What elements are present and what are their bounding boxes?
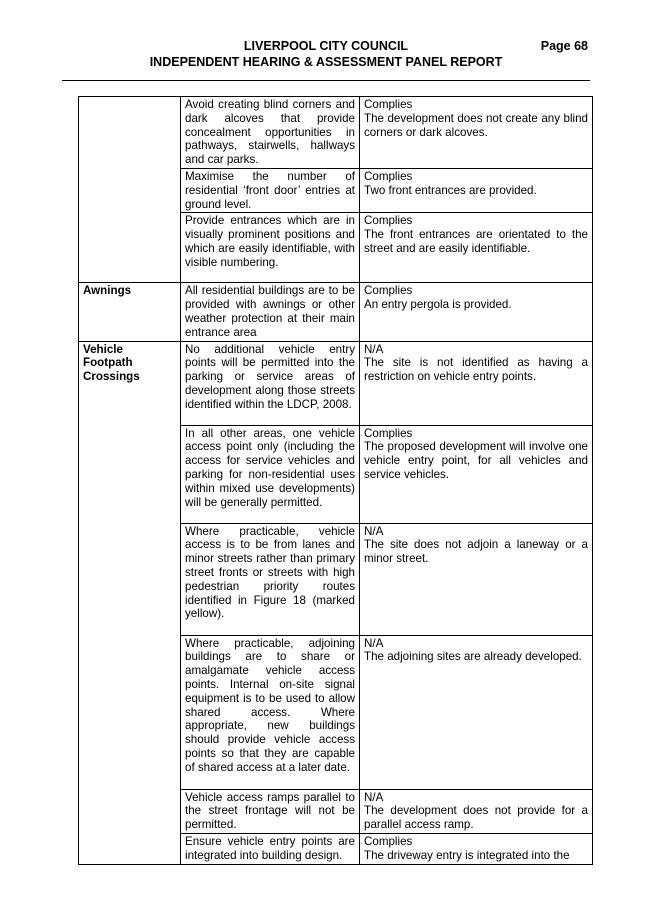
document-title: LIVERPOOL CITY COUNCIL bbox=[243, 39, 409, 53]
comment-text: The driveway entry is integrated into the bbox=[364, 848, 570, 862]
comment-cell bbox=[360, 425, 593, 523]
comment-cell bbox=[360, 341, 593, 425]
document-subtitle: INDEPENDENT HEARING & ASSESSMENT PANEL REPORT bbox=[149, 55, 503, 69]
control-cell: Maximise the number of residential ‘front door’ entries at ground level. bbox=[181, 168, 360, 212]
header-rule bbox=[62, 80, 590, 81]
category-cell bbox=[79, 635, 181, 789]
control-cell: Provide entrances which are in visually prominent positions and which are easily identifiable, with visible numbering. bbox=[181, 213, 360, 283]
page-number: Page 68 bbox=[540, 39, 588, 53]
table-row bbox=[79, 425, 593, 523]
status-text: Complies bbox=[364, 169, 413, 183]
category-label: Vehicle Footpath Crossings bbox=[83, 342, 140, 384]
control-cell: All residential buildings are to be provided with awnings or other weather protection at their main entrance area bbox=[181, 283, 360, 341]
compliance-table bbox=[78, 96, 593, 865]
comment-text: The adjoining sites are already developed. bbox=[364, 650, 582, 664]
control-cell: No additional vehicle entry points will be permitted into the parking or service areas of development along those streets identified within the LDCP, 2008. bbox=[181, 341, 360, 425]
comment-text: The development does not provide for a parallel access ramp. bbox=[364, 804, 588, 832]
comment-cell bbox=[360, 97, 593, 169]
comment-text: Two front entrances are provided. bbox=[364, 183, 537, 197]
comment-text: The front entrances are orientated to the street and are easily identifiable. bbox=[364, 228, 588, 255]
comment-cell bbox=[360, 283, 593, 341]
category-cell bbox=[79, 168, 181, 212]
table-row bbox=[79, 523, 593, 635]
table-row bbox=[79, 635, 593, 789]
status-text: Complies bbox=[364, 214, 413, 228]
comment-text: The site does not adjoin a laneway or a minor street. bbox=[364, 538, 588, 566]
control-cell: Vehicle access ramps parallel to the street frontage will not be permitted. bbox=[181, 789, 360, 833]
status-text: Complies bbox=[364, 98, 413, 111]
status-text: N/A bbox=[364, 790, 384, 804]
table-row bbox=[79, 283, 593, 341]
category-cell bbox=[79, 833, 181, 864]
comment-text: The site is not identified as having a restriction on vehicle entry points. bbox=[364, 356, 588, 384]
status-text: Complies bbox=[364, 284, 413, 298]
table-row bbox=[79, 833, 593, 864]
comment-cell bbox=[360, 168, 593, 212]
comment-cell bbox=[360, 635, 593, 789]
comment-text: The development does not create any blind corners or dark alcoves. bbox=[364, 111, 588, 139]
comment-cell bbox=[360, 833, 593, 864]
category-cell bbox=[79, 97, 181, 169]
status-text: N/A bbox=[364, 524, 384, 538]
control-cell: Where practicable, vehicle access is to be from lanes and minor streets rather than primary street fronts or streets with high pedestrian priority routes identified in Figure 18 (marked yellow). bbox=[181, 523, 360, 635]
table-row bbox=[79, 789, 593, 833]
category-cell bbox=[79, 523, 181, 635]
comment-cell bbox=[360, 523, 593, 635]
category-cell bbox=[79, 425, 181, 523]
status-text: Complies bbox=[364, 426, 413, 440]
control-cell: Ensure vehicle entry points are integrated into building design. bbox=[181, 833, 360, 864]
comment-cell bbox=[360, 213, 593, 283]
status-text: Complies bbox=[364, 834, 413, 848]
category-cell bbox=[79, 789, 181, 833]
category-cell bbox=[79, 341, 181, 425]
table-row bbox=[79, 213, 593, 283]
comment-text: An entry pergola is provided. bbox=[364, 298, 512, 312]
category-cell: Awnings bbox=[79, 283, 181, 341]
status-text: N/A bbox=[364, 636, 384, 650]
category-cell bbox=[79, 213, 181, 283]
status-text: N/A bbox=[364, 342, 384, 356]
page-header bbox=[62, 38, 590, 76]
control-cell: Avoid creating blind corners and dark alcoves that provide concealment opportunities in pathways, stairwells, hallways and car parks. bbox=[181, 97, 360, 169]
comment-cell bbox=[360, 789, 593, 833]
control-cell: Where practicable, adjoining buildings are to share or amalgamate vehicle access points. Internal on-site signal equipment is to be used to allow shared access. Where appropriate, new buildings should provide vehicle access points so that they are capable of shared access at a later date. bbox=[181, 635, 360, 789]
table-row bbox=[79, 341, 593, 425]
comment-text: The proposed development will involve one vehicle entry point, for all vehicles and service vehicles. bbox=[364, 440, 588, 481]
table-row bbox=[79, 97, 593, 169]
control-cell: In all other areas, one vehicle access point only (including the access for service vehicles and parking for non-residential uses within mixed use developments) will be generally permitted. bbox=[181, 425, 360, 523]
table-row bbox=[79, 168, 593, 212]
